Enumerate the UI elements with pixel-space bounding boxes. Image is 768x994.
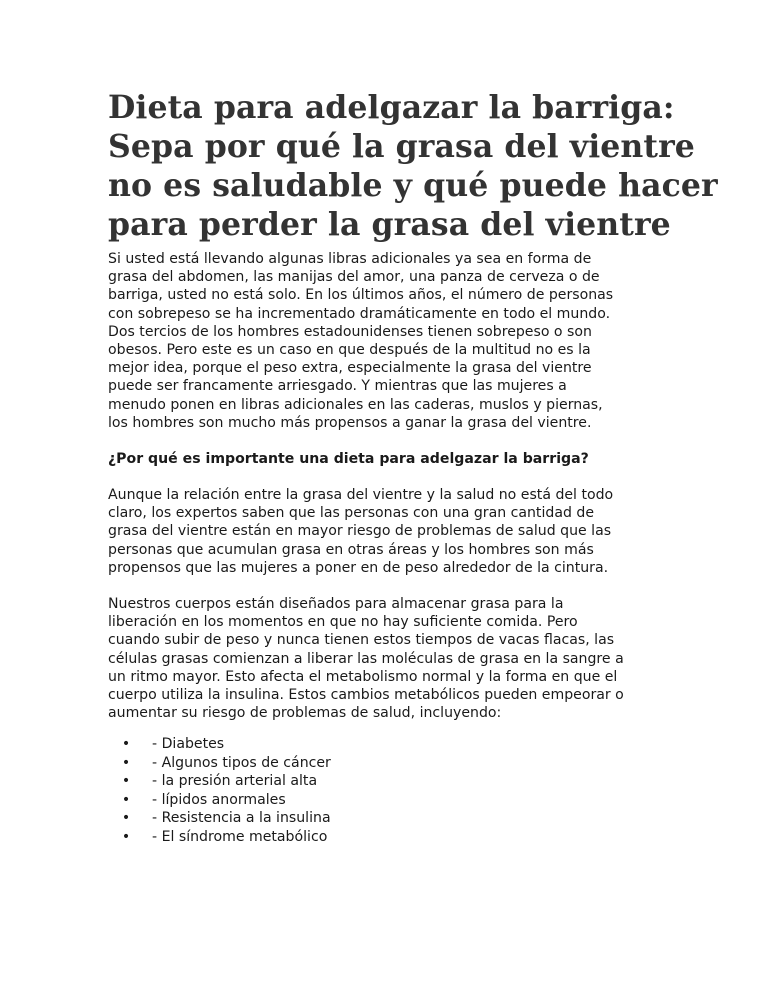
bullet-icon: • <box>121 810 131 827</box>
text-line: aumentar su riesgo de problemas de salud, incluyendo: <box>108 705 502 722</box>
text-line: mejor idea, porque el peso extra, especialmente la grasa del vientre <box>108 360 592 377</box>
document-page <box>108 88 718 846</box>
text-line: personas que acumulan grasa en otras áreas y los hombres son más <box>108 541 594 558</box>
bullet-icon: • <box>121 773 131 790</box>
text-line: barriga, usted no está solo. En los últimos años, el número de personas <box>108 287 614 304</box>
text-line: los hombres son mucho más propensos a ganar la grasa del vientre. <box>108 414 592 431</box>
text-line: Si usted está llevando algunas libras adicionales ya sea en forma de <box>108 251 592 267</box>
text-line: un ritmo mayor. Esto afecta el metabolismo normal y la forma en que el <box>108 668 618 685</box>
title-line: para perder la grasa del vientre <box>108 206 671 243</box>
text-line: puede ser francamente arriesgado. Y mientras que las mujeres a <box>108 378 567 395</box>
text-line: cuando subir de peso y nunca tienen estos tiempos de vacas flacas, las <box>108 632 615 649</box>
intro-paragraph <box>108 250 660 432</box>
list-item-text: - Diabetes <box>152 736 225 753</box>
title-line: Sepa por qué la grasa del vientre <box>108 128 695 165</box>
list-item <box>108 754 660 773</box>
text-line: Aunque la relación entre la grasa del vientre y la salud no está del todo <box>108 487 614 504</box>
text-line: propensos que las mujeres a poner en de peso alrededor de la cintura. <box>108 559 609 576</box>
title-line: no es saludable y qué puede hacer <box>108 167 718 204</box>
title-line: Dieta para adelgazar la barriga: <box>108 89 675 126</box>
section-heading: ¿Por qué es importante una dieta para adelgazar la barriga? <box>108 451 589 468</box>
spacer <box>108 577 660 595</box>
bullet-icon: • <box>121 754 131 771</box>
list-item-text: - lípidos anormales <box>152 791 286 808</box>
list-item-text: - Resistencia a la insulina <box>152 810 331 827</box>
spacer <box>108 468 660 486</box>
text-line: menudo ponen en libras adicionales en las caderas, muslos y piernas, <box>108 396 603 413</box>
text-line: grasa del abdomen, las manijas del amor, una panza de cerveza o de <box>108 269 600 286</box>
text-line: liberación en los momentos en que no hay suficiente comida. Pero <box>108 614 578 631</box>
text-line: Dos tercios de los hombres estadounidenses tienen sobrepeso o son <box>108 323 592 340</box>
health-risks-list <box>108 735 660 846</box>
paragraph-metabolism <box>108 595 660 722</box>
spacer <box>108 432 660 450</box>
text-line: grasa del vientre están en mayor riesgo de problemas de salud que las <box>108 523 612 540</box>
paragraph-health <box>108 486 660 577</box>
text-line: Nuestros cuerpos están diseñados para almacenar grasa para la <box>108 596 564 613</box>
bullet-icon: • <box>121 736 131 753</box>
text-line: claro, los expertos saben que las personas con una gran cantidad de <box>108 505 595 522</box>
list-item <box>108 735 660 754</box>
bullet-icon: • <box>121 791 131 808</box>
list-item-text: - la presión arterial alta <box>152 773 318 790</box>
bullet-icon: • <box>121 828 131 845</box>
list-item-text: - El síndrome metabólico <box>152 828 328 845</box>
list-item <box>108 828 660 847</box>
page-title <box>108 88 718 244</box>
list-item <box>108 791 660 810</box>
list-item <box>108 772 660 791</box>
text-line: cuerpo utiliza la insulina. Estos cambios metabólicos pueden empeorar o <box>108 687 624 704</box>
text-line: obesos. Pero este es un caso en que después de la multitud no es la <box>108 342 591 359</box>
list-item-text: - Algunos tipos de cáncer <box>152 754 331 771</box>
list-item <box>108 809 660 828</box>
text-line: con sobrepeso se ha incrementado dramáticamente en todo el mundo. <box>108 305 611 322</box>
text-line: células grasas comienzan a liberar las moléculas de grasa en la sangre a <box>108 650 624 667</box>
